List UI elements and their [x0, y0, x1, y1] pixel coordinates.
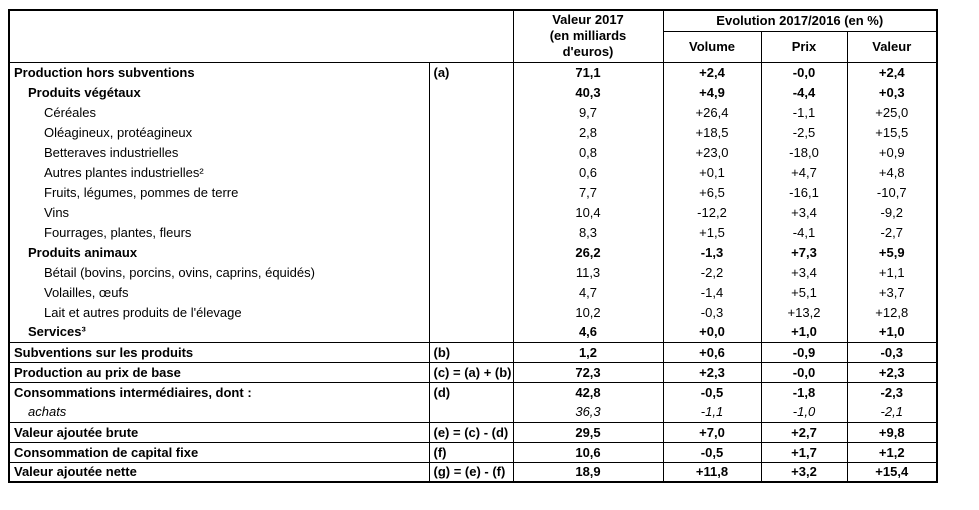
statistics-table-container	[8, 9, 938, 483]
row-value: 8,3	[513, 222, 663, 242]
row-value: 29,5	[513, 422, 663, 442]
row-formula: (f)	[429, 442, 513, 462]
row-value: -0,9	[761, 342, 847, 362]
row-value: -9,2	[847, 202, 937, 222]
row-value: -16,1	[761, 182, 847, 202]
row-formula	[429, 302, 513, 322]
row-value: -0,5	[663, 382, 761, 402]
row-value: -2,1	[847, 402, 937, 422]
row-value: +11,8	[663, 462, 761, 482]
row-formula	[429, 202, 513, 222]
row-label: Volailles, œufs	[9, 282, 429, 302]
row-label: Bétail (bovins, porcins, ovins, caprins, équidés)	[9, 262, 429, 282]
row-value: 1,2	[513, 342, 663, 362]
row-label: Produits végétaux	[9, 82, 429, 102]
row-value: -0,3	[847, 342, 937, 362]
row-value: 4,7	[513, 282, 663, 302]
table-row	[9, 102, 937, 122]
row-value: +2,3	[663, 362, 761, 382]
header-valeur-2017-line3: d'euros)	[562, 44, 614, 59]
table-row	[9, 142, 937, 162]
row-label: Vins	[9, 202, 429, 222]
row-formula	[429, 142, 513, 162]
row-value: +3,4	[761, 262, 847, 282]
row-value: +26,4	[663, 102, 761, 122]
row-formula	[429, 402, 513, 422]
table-body	[9, 62, 937, 482]
row-label: Autres plantes industrielles²	[9, 162, 429, 182]
row-label: Fourrages, plantes, fleurs	[9, 222, 429, 242]
row-label: Production hors subventions	[9, 62, 429, 82]
row-value: +3,7	[847, 282, 937, 302]
table-row	[9, 282, 937, 302]
table-row	[9, 122, 937, 142]
row-value: +7,3	[761, 242, 847, 262]
row-value: 10,2	[513, 302, 663, 322]
table-row	[9, 342, 937, 362]
table-row	[9, 442, 937, 462]
row-value: -2,2	[663, 262, 761, 282]
header-valeur-2017-line2: (en milliards	[549, 28, 627, 43]
row-formula	[429, 162, 513, 182]
row-value: 10,4	[513, 202, 663, 222]
row-formula: (a)	[429, 62, 513, 82]
row-value: +15,5	[847, 122, 937, 142]
row-value: +2,3	[847, 362, 937, 382]
row-value: 26,2	[513, 242, 663, 262]
row-formula	[429, 122, 513, 142]
row-value: -1,0	[761, 402, 847, 422]
row-value: +3,2	[761, 462, 847, 482]
row-value: -0,5	[663, 442, 761, 462]
header-valeur-2017-line1: Valeur 2017	[552, 12, 624, 27]
header-valeur-2017	[513, 10, 663, 62]
row-value: +1,5	[663, 222, 761, 242]
row-value: -2,3	[847, 382, 937, 402]
row-formula	[429, 282, 513, 302]
row-value: +12,8	[847, 302, 937, 322]
table-row	[9, 222, 937, 242]
row-label: Production au prix de base	[9, 362, 429, 382]
table-row	[9, 202, 937, 222]
row-value: +15,4	[847, 462, 937, 482]
agricultural-accounts-table	[8, 9, 938, 483]
row-formula	[429, 242, 513, 262]
row-value: -2,7	[847, 222, 937, 242]
row-value: -18,0	[761, 142, 847, 162]
header-valeur: Valeur	[847, 31, 937, 62]
row-value: -0,0	[761, 362, 847, 382]
table-row	[9, 302, 937, 322]
row-value: +2,4	[663, 62, 761, 82]
row-formula: (b)	[429, 342, 513, 362]
header-volume: Volume	[663, 31, 761, 62]
row-value: +1,7	[761, 442, 847, 462]
row-label: Subventions sur les produits	[9, 342, 429, 362]
row-label: Produits animaux	[9, 242, 429, 262]
row-label: Consommations intermédiaires, dont :	[9, 382, 429, 402]
row-value: -4,1	[761, 222, 847, 242]
row-value: -4,4	[761, 82, 847, 102]
row-value: 4,6	[513, 322, 663, 342]
row-value: -1,4	[663, 282, 761, 302]
row-value: +9,8	[847, 422, 937, 442]
row-value: -1,3	[663, 242, 761, 262]
row-formula	[429, 262, 513, 282]
row-label: Céréales	[9, 102, 429, 122]
row-value: +0,9	[847, 142, 937, 162]
table-row	[9, 82, 937, 102]
row-formula	[429, 322, 513, 342]
row-value: +1,0	[761, 322, 847, 342]
row-value: +2,7	[761, 422, 847, 442]
row-formula: (e) = (c) - (d)	[429, 422, 513, 442]
row-value: 9,7	[513, 102, 663, 122]
row-formula	[429, 102, 513, 122]
row-value: -1,8	[761, 382, 847, 402]
table-row	[9, 262, 937, 282]
row-value: +7,0	[663, 422, 761, 442]
row-value: 71,1	[513, 62, 663, 82]
row-value: +4,8	[847, 162, 937, 182]
row-value: 42,8	[513, 382, 663, 402]
row-label: Lait et autres produits de l'élevage	[9, 302, 429, 322]
table-row	[9, 362, 937, 382]
row-value: -1,1	[663, 402, 761, 422]
row-label: achats	[9, 402, 429, 422]
row-value: +2,4	[847, 62, 937, 82]
row-formula	[429, 182, 513, 202]
row-value: 11,3	[513, 262, 663, 282]
row-value: 40,3	[513, 82, 663, 102]
table-row	[9, 162, 937, 182]
row-value: +5,9	[847, 242, 937, 262]
row-formula	[429, 82, 513, 102]
row-label: Betteraves industrielles	[9, 142, 429, 162]
row-formula	[429, 222, 513, 242]
row-value: 7,7	[513, 182, 663, 202]
table-row	[9, 402, 937, 422]
header-prix: Prix	[761, 31, 847, 62]
row-value: 2,8	[513, 122, 663, 142]
row-value: +1,0	[847, 322, 937, 342]
row-value: 10,6	[513, 442, 663, 462]
row-value: +0,1	[663, 162, 761, 182]
row-formula: (c) = (a) + (b)	[429, 362, 513, 382]
row-label: Oléagineux, protéagineux	[9, 122, 429, 142]
row-label: Valeur ajoutée nette	[9, 462, 429, 482]
row-value: +4,7	[761, 162, 847, 182]
row-label: Fruits, légumes, pommes de terre	[9, 182, 429, 202]
row-value: 18,9	[513, 462, 663, 482]
row-value: -2,5	[761, 122, 847, 142]
row-value: +4,9	[663, 82, 761, 102]
row-value: -0,0	[761, 62, 847, 82]
row-value: +1,1	[847, 262, 937, 282]
row-formula: (g) = (e) - (f)	[429, 462, 513, 482]
row-value: -12,2	[663, 202, 761, 222]
row-value: 0,8	[513, 142, 663, 162]
table-row	[9, 322, 937, 342]
row-value: +0,3	[847, 82, 937, 102]
row-value: -0,3	[663, 302, 761, 322]
row-value: +23,0	[663, 142, 761, 162]
table-row	[9, 422, 937, 442]
header-evolution: Evolution 2017/2016 (en %)	[663, 10, 937, 31]
table-header	[9, 10, 937, 62]
table-row	[9, 182, 937, 202]
row-value: +0,0	[663, 322, 761, 342]
header-empty-cell	[9, 10, 513, 62]
row-value: +3,4	[761, 202, 847, 222]
row-value: +18,5	[663, 122, 761, 142]
table-row	[9, 62, 937, 82]
row-value: +6,5	[663, 182, 761, 202]
row-value: -1,1	[761, 102, 847, 122]
row-label: Consommation de capital fixe	[9, 442, 429, 462]
row-value: +0,6	[663, 342, 761, 362]
row-value: +25,0	[847, 102, 937, 122]
row-value: 0,6	[513, 162, 663, 182]
row-formula: (d)	[429, 382, 513, 402]
table-row	[9, 382, 937, 402]
row-value: -10,7	[847, 182, 937, 202]
row-value: 36,3	[513, 402, 663, 422]
table-row	[9, 462, 937, 482]
row-value: +13,2	[761, 302, 847, 322]
row-label: Services³	[9, 322, 429, 342]
row-label: Valeur ajoutée brute	[9, 422, 429, 442]
row-value: +1,2	[847, 442, 937, 462]
row-value: 72,3	[513, 362, 663, 382]
table-row	[9, 242, 937, 262]
row-value: +5,1	[761, 282, 847, 302]
